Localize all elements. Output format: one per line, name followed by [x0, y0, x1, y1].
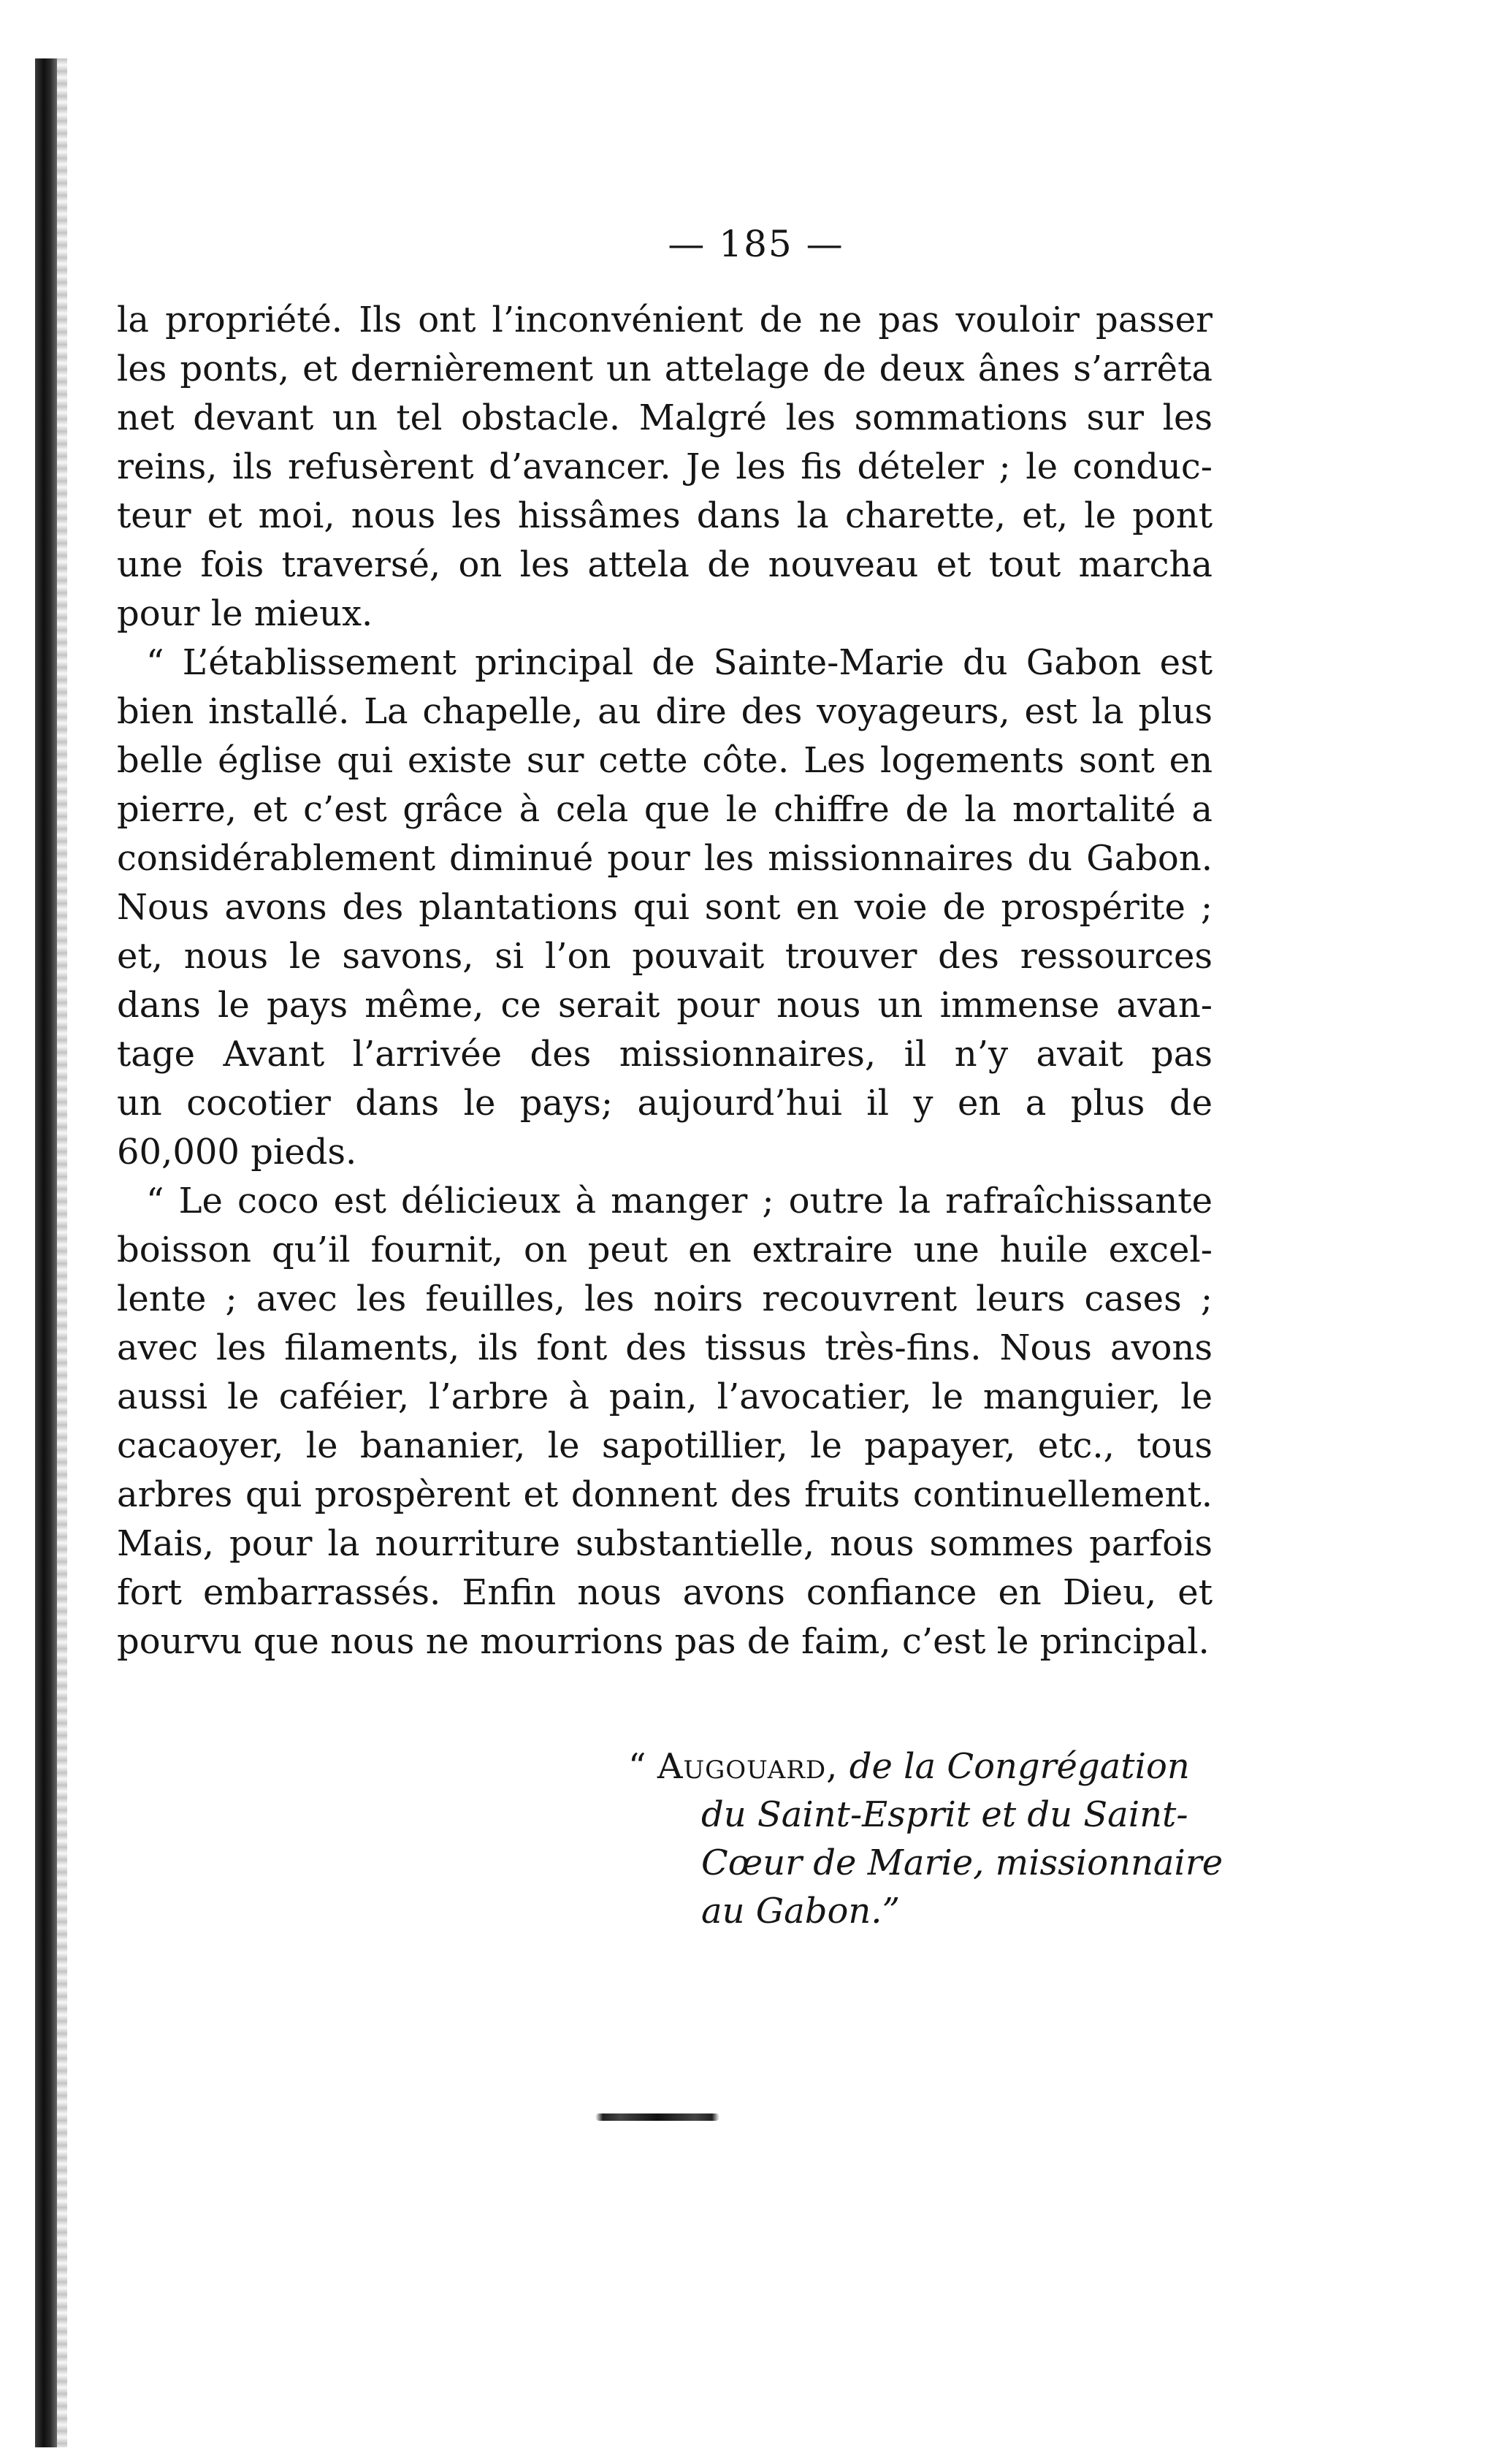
body-line: une fois traversé, on les attela de nouveau et tout marcha — [117, 544, 1213, 585]
body-line: tage Avant l’arrivée des missionnaires, il n’y avait pas — [117, 1034, 1213, 1075]
body-line: reins, ils refusèrent d’avancer. Je les fis dételer ; le conduc- — [117, 446, 1213, 487]
body-line: Nous avons des plantations qui sont en voie de prospérite ; — [117, 887, 1213, 928]
body-line: et, nous le savons, si l’on pouvait trouver des ressources — [117, 936, 1213, 977]
body-line: considérablement diminué pour les missionnaires du Gabon. — [117, 838, 1213, 879]
signature-block — [628, 1742, 1227, 1935]
signature-open-quote: “ — [628, 1746, 646, 1787]
paragraph-end-line: 60,000 pieds. — [117, 1132, 357, 1173]
signature-line: au Gabon.” — [701, 1891, 901, 1932]
signature-line: Cœur de Marie, missionnaire — [701, 1842, 1223, 1883]
body-line: dans le pays même, ce serait pour nous un immense avan- — [117, 985, 1213, 1026]
body-line: lente ; avec les feuilles, les noirs recouvrent leurs cases ; — [117, 1278, 1213, 1319]
body-line: bien installé. La chapelle, au dire des voyageurs, est la plus — [117, 691, 1213, 732]
body-line: teur et moi, nous les hissâmes dans la charette, et, le pont — [117, 495, 1213, 536]
signature-affiliation: de la Congrégation — [849, 1746, 1190, 1787]
body-line: pierre, et c’est grâce à cela que le chiffre de la mortalité a — [117, 789, 1213, 830]
body-line: belle église qui existe sur cette côte. Les logements sont en — [117, 740, 1213, 781]
body-line: arbres qui prospèrent et donnent des fruits continuellement. — [117, 1474, 1213, 1515]
body-line: un cocotier dans le pays; aujourd’hui il y en a plus de — [117, 1083, 1213, 1124]
page-number: — 185 — — [668, 223, 844, 265]
body-line: avec les filaments, ils font des tissus très-fins. Nous avons — [117, 1327, 1213, 1368]
paragraph-start-line: “ L’établissement principal de Sainte-Marie du Gabon est — [146, 642, 1213, 683]
body-line: fort embarrassés. Enfin nous avons confiance en Dieu, et — [117, 1572, 1213, 1613]
signature-name: Augouard, — [657, 1746, 839, 1787]
body-line: Mais, pour la nourriture substantielle, nous sommes parfois — [117, 1523, 1213, 1564]
paragraph-start-line: “ Le coco est délicieux à manger ; outre la rafraîchissante — [146, 1181, 1213, 1221]
body-text — [117, 296, 1213, 1666]
binding-edge — [35, 58, 57, 2447]
body-line: boisson qu’il fournit, on peut en extraire une huile excel- — [117, 1230, 1213, 1270]
body-line: cacaoyer, le bananier, le sapotillier, le papayer, etc., tous — [117, 1425, 1213, 1466]
body-line: la propriété. Ils ont l’inconvénient de ne pas vouloir passer — [117, 300, 1213, 340]
paragraph-end-line: pour le mieux. — [117, 593, 373, 634]
ornament-divider — [595, 2113, 719, 2121]
paragraph-end-line: pourvu que nous ne mourrions pas de faim, c’est le principal. — [117, 1621, 1210, 1662]
signature-line: du Saint-Esprit et du Saint- — [701, 1794, 1188, 1835]
body-line: les ponts, et dernièrement un attelage de deux ânes s’arrêta — [117, 348, 1213, 389]
signature-line — [628, 1742, 1227, 1791]
body-line: aussi le caféier, l’arbre à pain, l’avocatier, le manguier, le — [117, 1376, 1213, 1417]
body-line: net devant un tel obstacle. Malgré les sommations sur les — [117, 397, 1213, 438]
